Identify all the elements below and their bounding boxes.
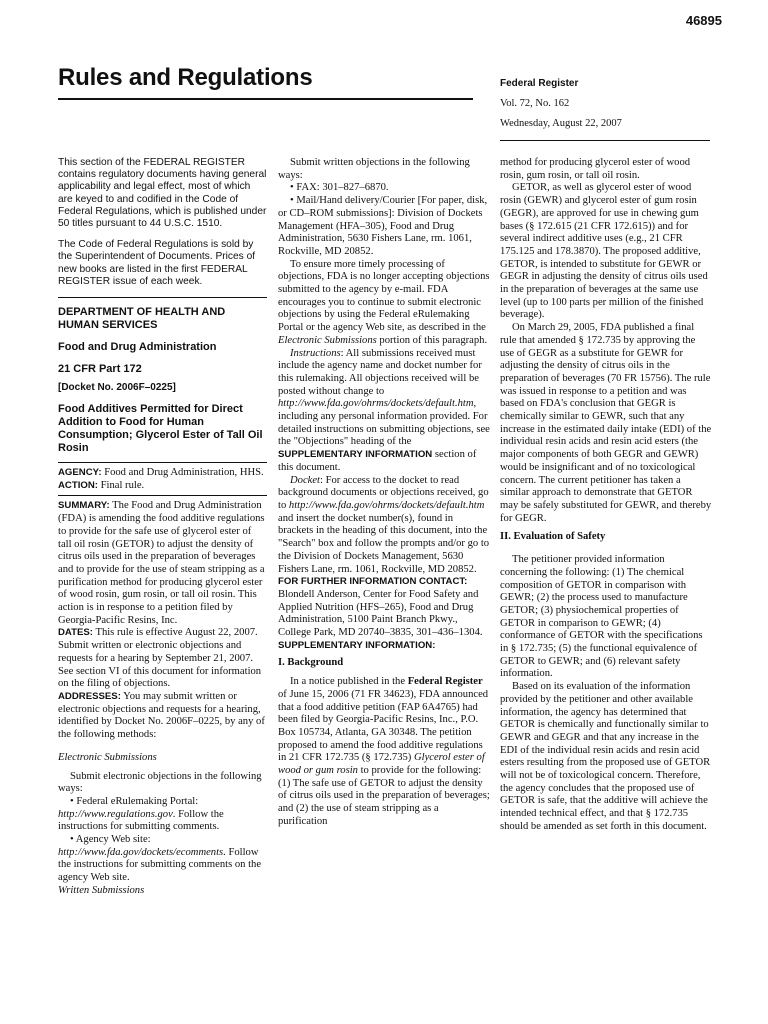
evaluation-heading: II. Evaluation of Safety [500,531,606,543]
paragraph-text: to provide for the following: (1) The safe use of GETOR to adjust the density of citrus oils used in the preparation of beverages; and (2) the use of steam stripping as a purification [278,765,490,827]
docket-number: [Docket No. 2006F–0225] [58,382,176,394]
ecomments-link[interactable]: http://www.fda.gov/dockets/ecomments [58,846,224,858]
federal-register-ref: Federal Register [407,676,483,688]
divider [58,462,267,463]
background-paragraph [278,676,490,828]
addresses-text: You may submit written or electronic objections and requests for a hearing, identified by Docket No. 2006F–0225, by any of the following methods: [58,690,265,741]
march-paragraph: On March 29, 2005, FDA published a final rule that amended § 172.735 by approving the use of GEGR as a substitute for GEWR for adjusting the density of citrus oils in the preparation of beverages (70 FR 15756). The rule was issued in response to a petition and was based on FDA's conclusion that GEGR is chemically similar to GEWR, such that any increase in the estimated daily intake (EDI) of the individual resin acids and resin acid esters (the major components of both GEGR and GEWR) would be insignificant and of no toxicological concern. The current petitioner has taken a similar approach to demonstrate that GETOR may be safely substituted for GEWR, and thereby for GEGR. [500,322,712,524]
publication-rule [500,140,710,141]
electronic-submissions-heading: Electronic Submissions [58,751,157,763]
agency-label: AGENCY: [58,467,102,479]
summary-label: SUMMARY: [58,500,110,512]
evaluation-paragraph-1: The petitioner provided information concerning the following: (1) The chemical composition of GETOR in comparison with GEWR; (2) the process used to manufacture GETOR; (3) physiochemical properties of GETOR in comparison to GEWR; (4) conformance of GETOR with the specifications in § 172.735; (5) the functional equivalence of GETOR to GEWR; and (6) relevant safety information. [500,554,703,680]
title-rule [58,98,473,100]
agency-text: Food and Drug Administration, HHS. [104,467,264,479]
regulation-title-ref: Glycerol ester of wood or gum rosin [278,752,485,777]
addresses-label: ADDRESSES: [58,690,121,702]
summary-text: The Food and Drug Administration (FDA) is amending the food additive regulations to provide for the safe use of glycerol ester of tall oil rosin (GETOR) to adjust the density of citrus oils used in the preparation of beverages and to provide for the use of steam stripping as a purification method for producing glycerol ester of wood rosin, gum rosin, or tall oil rosin. This action is in response to a petition filed by Georgia-Pacific Resins, Inc. [58,500,265,626]
paragraph-text: In a notice published in the [290,676,408,688]
docket-label: Docket [290,474,320,486]
electronic-intro: Submit electronic objections in the following ways: [58,770,262,795]
timely-processing-paragraph [278,259,490,348]
paragraph-text: To ensure more timely processing of objections, FDA is no longer accepting objections submitted to the agency by e-mail. FDA encourages you to continue to submit electronic objections by using the Federal eRulemaking Portal or the agency Web site, as described in the [278,258,490,334]
document-title: Food Additives Permitted for Direct Addition to Food for Human Consumption; Glycerol Ester of Tall Oil Rosin [58,403,263,455]
evaluation-paragraph-2: Based on its evaluation of the information provided by the petitioner and other available information, the agency has determined that GETOR is chemically and functionally similar to GEWR and GEGR and that any increase in the EDI of the individual resin acids and resin acid esters resulting from the proposed use of GETOR will not be of toxicological concern. Therefore, the agency concludes that the proposed use of GETOR is safe, that the additive will achieve the intended technical effect, and that § 172.735 should be amended as set forth in this document. [500,681,711,832]
agency-heading: Food and Drug Administration [58,341,217,354]
written-intro: Submit written objections in the following ways: [278,157,470,181]
dates-label: DATES: [58,627,93,639]
docket-paragraph [278,475,490,577]
paragraph-text: of June 15, 2006 (71 FR 34623), FDA announced that a food additive petition (FAP 6A4765) had been filed by Georgia-Pacific Resins, Inc., P.O. Box 105734, Atlanta, GA 30348. The petition proposed to amend the food additive regulations in 21 CFR 172.735 (§ 172.735) [278,688,489,764]
bullet-text: . Follow the instructions for submitting comments. [58,808,224,833]
addresses-field [58,691,267,742]
bullet-text: • Agency Web site: [70,834,151,846]
column-2 [278,157,490,829]
bullet-agency-website [58,834,267,885]
dates-text: This rule is effective August 22, 2007. Submit written or electronic objections and requests for a hearing by September 21, 2007. See section VI of this document for information on the filing of objections. [58,627,262,690]
contact-text: Blondell Anderson, Center for Food Safety and Applied Nutrition (HFS–265), Food and Drug Administration, 5100 Paint Branch Pkwy., College Park, MD 20740–3835, 301–436–1304. [278,588,483,639]
fax-bullet: • FAX: 301–827–6870. [290,182,389,194]
section-divider [58,297,267,298]
dockets-link[interactable]: http://www.fda.gov/ohrms/dockets/default.htm [288,499,485,511]
supplementary-ref: SUPPLEMENTARY INFORMATION [278,449,433,461]
publication-date: Wednesday, August 22, 2007 [500,118,622,129]
publication-info [500,74,622,134]
regulations-link[interactable]: http://www.regulations.gov [58,808,173,820]
page-number: 46895 [685,13,722,28]
electronic-submissions-ref: Electronic Submissions [278,334,377,346]
paragraph-text: portion of this paragraph. [376,334,488,346]
summary-field [58,500,267,627]
volume-info: Vol. 72, No. 162 [500,98,570,109]
instructions-label: Instructions [290,347,341,359]
cfr-part: 21 CFR Part 172 [58,363,142,376]
department-heading: DEPARTMENT OF HEALTH AND HUMAN SERVICES [58,306,226,332]
paragraph-text: : All submissions received must include the agency name and docket number for this rulemaking. All objections received will be posted without change to [278,347,482,397]
instructions-paragraph [278,348,490,475]
column-1 [58,157,267,898]
paragraph-text: , including any personal information provided. For detailed instructions on submitting objections, see the "Objections" heading of the [278,398,490,448]
paragraph-text: section of this document. [278,449,477,473]
agency-field [58,467,267,480]
supplementary-label: SUPPLEMENTARY INFORMATION: [278,639,436,651]
written-submissions-heading: Written Submissions [58,884,145,896]
bullet-text: . Follow the instructions for submitting comments on the agency Web site. [58,846,262,884]
column-3 [500,157,712,834]
continued-paragraph: method for producing glycerol ester of wood rosin, gum rosin, or tall oil rosin. [500,157,691,181]
action-field [58,480,267,493]
dates-field [58,627,267,691]
divider [58,495,267,496]
getor-paragraph: GETOR, as well as glycerol ester of wood rosin (GEWR) and glycerol ester of gum rosin (GEGR), are approved for use in chewing gum bases (§ 172.615 (21 CFR 172.615)) and for several indirect additive uses (e.g., 21 CFR 175.125 and 178.3870). The proposed additive, GETOR, is intended to substitute for GEWR or GEGR in adjusting the density of citrus oils used in the preparation of beverages at the same use level (up to 100 parts per million of the finished beverage). [500,182,708,321]
dockets-link[interactable]: http://www.fda.gov/ohrms/dockets/default.htm [278,398,474,410]
background-heading: I. Background [278,657,344,669]
action-text: Final rule. [100,479,145,491]
contact-label: FOR FURTHER INFORMATION CONTACT: [278,576,468,588]
intro-paragraph-1: This section of the FEDERAL REGISTER contains regulatory documents having general applicability and legal effect, most of which are keyed to and codified in the Code of Federal Regulations, which is published under 50 titles pursuant to 44 U.S.C. 1510. [58,157,267,230]
publication-name: Federal Register [500,78,579,89]
bullet-eRulemaking [58,796,267,834]
intro-paragraph-2: The Code of Federal Regulations is sold by the Superintendent of Documents. Prices of new books are listed in the first FEDERAL REGISTER issue of each week. [58,239,256,287]
mail-bullet: • Mail/Hand delivery/Courier [For paper, disk, or CD–ROM submissions]: Division of Dockets Management (HFA–305), Food and Drug Administration, 5630 Fishers Lane, rm. 1061, Rockville, MD 20852. [278,195,488,257]
paragraph-text: : For access to the docket to read background documents or objections received, go to [278,474,489,511]
paragraph-text: and insert the docket number(s), found in brackets in the heading of this document, into the "Search" box and follow the prompts and/or go to the Division of Dockets Management, 5630 Fishers Lane, rm. 1061, Rockville, MD 20852. [278,512,490,575]
bullet-text: • Federal eRulemaking Portal: [70,795,199,807]
action-label: ACTION: [58,479,98,491]
page-title: Rules and Regulations [58,64,313,91]
